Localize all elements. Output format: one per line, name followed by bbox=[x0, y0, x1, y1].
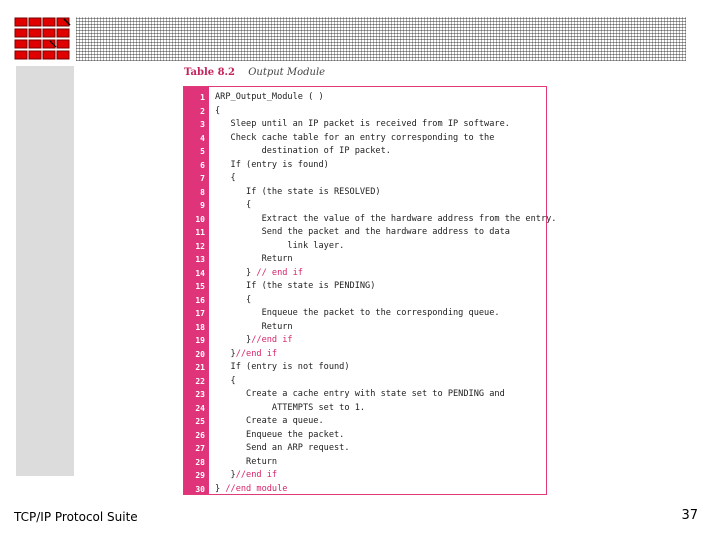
code-statement: If (the state is RESOLVED) bbox=[215, 186, 381, 197]
code-statement: link layer. bbox=[215, 240, 345, 251]
line-number: 6 bbox=[200, 160, 205, 170]
code-text bbox=[215, 334, 293, 348]
line-number: 7 bbox=[200, 174, 205, 183]
table-title: Output Module bbox=[248, 67, 326, 78]
table-label: Table 8.2 bbox=[184, 67, 235, 78]
code-comment: // end if bbox=[256, 267, 303, 278]
code-line bbox=[184, 226, 546, 240]
line-number: 18 bbox=[195, 322, 205, 332]
code-statement: { bbox=[215, 105, 221, 116]
code-text bbox=[215, 118, 510, 132]
line-number: 21 bbox=[195, 363, 205, 372]
code-line bbox=[184, 402, 546, 416]
code-text bbox=[215, 321, 293, 335]
line-number: 17 bbox=[195, 309, 205, 318]
line-number: 2 bbox=[200, 106, 205, 116]
code-statement: { bbox=[215, 200, 252, 210]
code-text bbox=[215, 469, 277, 483]
code-comment: //end if bbox=[235, 348, 278, 359]
code-text bbox=[215, 280, 375, 294]
code-text bbox=[215, 348, 277, 362]
line-number: 29 bbox=[195, 471, 205, 480]
code-line bbox=[184, 199, 546, 213]
code-statement: Return bbox=[215, 254, 293, 264]
line-number: 9 bbox=[200, 201, 205, 210]
code-line bbox=[184, 307, 546, 321]
line-number: 13 bbox=[195, 255, 205, 264]
code-statement: Sleep until an IP packet is received from IP software. bbox=[215, 119, 510, 129]
code-line bbox=[184, 334, 546, 348]
code-statement: { bbox=[215, 375, 236, 386]
code-line bbox=[184, 415, 546, 429]
code-line bbox=[184, 429, 546, 443]
line-number: 23 bbox=[195, 390, 205, 399]
code-text bbox=[215, 159, 329, 173]
code-line bbox=[184, 294, 546, 308]
code-statement: { bbox=[215, 173, 236, 183]
code-line bbox=[184, 213, 557, 227]
code-statement: Send the packet and the hardware address to data bbox=[215, 227, 510, 237]
code-text bbox=[215, 199, 251, 213]
code-statement: Create a cache entry with state set to PENDING and bbox=[215, 389, 505, 399]
code-statement: } bbox=[215, 335, 252, 345]
code-comment: //end if bbox=[235, 470, 278, 480]
code-line bbox=[184, 483, 546, 497]
code-line bbox=[184, 456, 546, 470]
code-line bbox=[184, 186, 546, 200]
code-statement: If (entry is found) bbox=[215, 159, 329, 170]
code-text bbox=[215, 253, 293, 267]
code-statement: Return bbox=[215, 456, 278, 467]
code-statement: } bbox=[215, 348, 236, 359]
code-statement: Check cache table for an entry corresponding to the bbox=[215, 132, 495, 143]
code-statement: Enqueue the packet. bbox=[215, 429, 345, 440]
code-line bbox=[184, 388, 546, 402]
line-number: 16 bbox=[195, 295, 205, 305]
code-statement: } bbox=[215, 470, 236, 480]
left-sidebar-band bbox=[16, 66, 74, 476]
code-comment: //end module bbox=[225, 483, 288, 494]
code-text bbox=[215, 294, 251, 308]
code-line bbox=[184, 132, 546, 146]
code-statement: If (the state is PENDING) bbox=[215, 281, 376, 291]
code-text bbox=[215, 442, 350, 456]
red-grid-logo-icon bbox=[14, 17, 72, 61]
code-statement: Enqueue the packet to the corresponding queue. bbox=[215, 308, 500, 318]
code-text bbox=[215, 388, 505, 402]
code-text bbox=[215, 91, 324, 105]
code-statement: ATTEMPTS set to 1. bbox=[215, 402, 366, 413]
code-text bbox=[215, 456, 277, 470]
footer-course-title: TCP/IP Protocol Suite bbox=[14, 510, 138, 524]
code-text bbox=[215, 213, 556, 227]
line-number: 14 bbox=[195, 268, 205, 278]
line-number: 8 bbox=[200, 187, 205, 197]
line-number: 27 bbox=[195, 444, 205, 453]
header-hatch-band bbox=[76, 17, 686, 61]
line-number: 22 bbox=[195, 376, 205, 386]
code-line bbox=[184, 348, 546, 362]
code-text bbox=[215, 307, 500, 321]
page-number: 37 bbox=[681, 508, 698, 523]
line-number: 19 bbox=[195, 336, 205, 345]
code-line bbox=[184, 118, 546, 132]
code-line bbox=[184, 240, 546, 254]
line-number: 20 bbox=[195, 349, 205, 359]
line-number: 1 bbox=[200, 93, 205, 102]
code-statement: } bbox=[215, 267, 257, 278]
code-line bbox=[184, 159, 546, 173]
line-number: 4 bbox=[200, 133, 205, 143]
code-text bbox=[215, 402, 365, 416]
code-text bbox=[215, 361, 350, 375]
line-number: 15 bbox=[195, 282, 205, 291]
code-text bbox=[215, 240, 344, 254]
line-number: 28 bbox=[195, 457, 205, 467]
code-line bbox=[184, 253, 546, 267]
line-number: 26 bbox=[195, 430, 205, 440]
code-text bbox=[215, 483, 287, 497]
code-text bbox=[215, 172, 236, 186]
code-text bbox=[215, 415, 324, 429]
code-text bbox=[215, 186, 381, 200]
code-text bbox=[215, 132, 494, 146]
line-number: 3 bbox=[200, 120, 205, 129]
code-line bbox=[184, 172, 546, 186]
code-statement: Create a queue. bbox=[215, 416, 324, 426]
table-caption bbox=[184, 67, 325, 78]
code-text bbox=[215, 267, 303, 281]
code-text bbox=[215, 226, 510, 240]
code-statement: { bbox=[215, 294, 252, 305]
code-statement: Send an ARP request. bbox=[215, 443, 350, 453]
code-line bbox=[184, 145, 546, 159]
code-text bbox=[215, 375, 236, 389]
line-number: 25 bbox=[195, 417, 205, 426]
code-line bbox=[184, 469, 546, 483]
code-listing bbox=[183, 86, 557, 495]
line-number: 30 bbox=[195, 484, 205, 494]
code-line bbox=[184, 267, 546, 281]
code-line bbox=[184, 280, 546, 294]
code-statement: Extract the value of the hardware address from the entry. bbox=[215, 213, 557, 224]
code-line bbox=[184, 442, 546, 456]
code-text bbox=[215, 429, 344, 443]
code-text bbox=[215, 145, 391, 159]
code-line bbox=[184, 375, 546, 389]
code-statement: } bbox=[215, 483, 226, 494]
code-statement: If (entry is not found) bbox=[215, 362, 350, 372]
code-text bbox=[215, 105, 220, 119]
code-line bbox=[184, 91, 546, 105]
line-number: 10 bbox=[195, 214, 205, 224]
line-number: 5 bbox=[200, 147, 205, 156]
line-number: 12 bbox=[195, 241, 205, 251]
code-statement: ARP_Output_Module ( ) bbox=[215, 92, 324, 102]
code-comment: //end if bbox=[251, 335, 293, 345]
code-statement: Return bbox=[215, 321, 293, 332]
code-line bbox=[184, 321, 546, 335]
line-number: 11 bbox=[195, 228, 205, 237]
code-statement: destination of IP packet. bbox=[215, 146, 391, 156]
code-line bbox=[184, 105, 546, 119]
line-number: 24 bbox=[195, 403, 205, 413]
code-line bbox=[184, 361, 546, 375]
